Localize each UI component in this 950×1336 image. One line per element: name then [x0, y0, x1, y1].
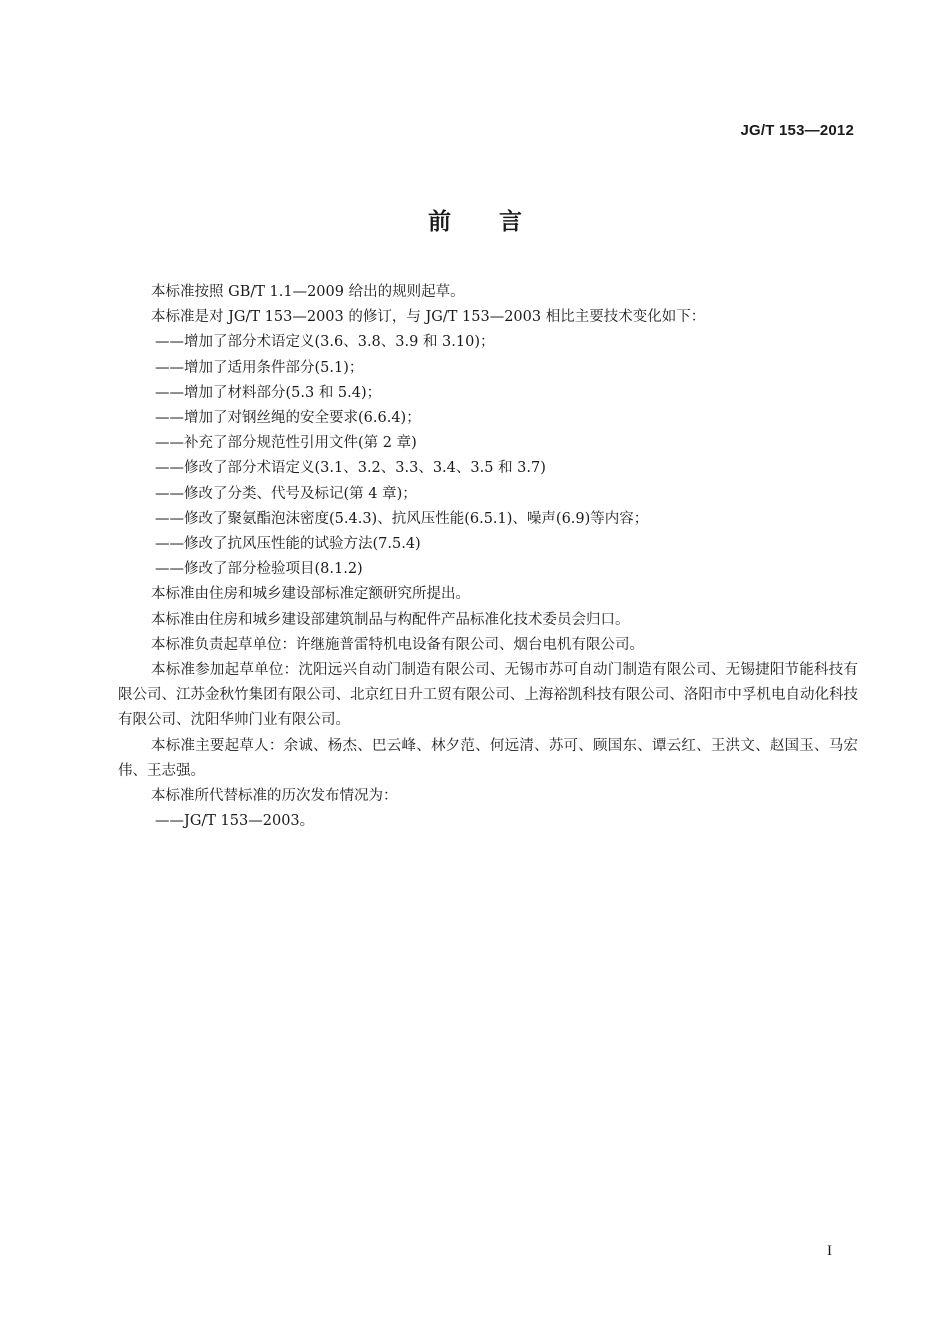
change-item: ——修改了分类、代号及标记(第 4 章)； [155, 485, 417, 502]
intro-drafting-rules: 本标准按照 GB/T 1.1—2009 给出的规则起草。 [151, 284, 465, 300]
page-number: I [827, 1243, 832, 1259]
managed-by-statement: 本标准由住房和城乡建设部建筑制品与构配件产品标准化技术委员会归口。 [151, 611, 630, 628]
change-item: ——修改了抗风压性能的试验方法(7.5.4) [155, 536, 421, 553]
history-item: ——JG/T 153—2003。 [155, 813, 315, 830]
participating-drafters-statement: 本标准参加起草单位：沈阳远兴自动门制造有限公司、无锡市苏可自动门制造有限公司、无锡捷阳节能科技有限公司、江苏金秋竹集团有限公司、北京红日升工贸有限公司、上海裕凯科技有限公司、洛阳市中孚机电自动化科技有限公司、沈阳华帅门业有限公司。 [118, 662, 858, 729]
proposed-by-statement: 本标准由住房和城乡建设部标准定额研究所提出。 [151, 586, 470, 603]
change-item: ——增加了适用条件部分(5.1)； [155, 359, 364, 376]
change-item: ——增加了对钢丝绳的安全要求(6.6.4)； [155, 410, 421, 427]
foreword-body [118, 280, 858, 834]
lead-drafters-statement: 本标准负责起草单位：许继施普雷特机电设备有限公司、烟台电机有限公司。 [151, 636, 644, 653]
intro-revision-statement: 本标准是对 JG/T 153—2003 的修订，与 JG/T 153—2003 相比主要技术变化如下： [151, 309, 706, 326]
change-item: ——修改了聚氨酯泡沫密度(5.4.3)、抗风压性能(6.5.1)、噪声(6.9)等内容； [155, 510, 649, 527]
page-title: 前言 [428, 209, 570, 235]
standard-code: JG/T 153—2012 [740, 122, 854, 139]
change-item: ——增加了部分术语定义(3.6、3.8、3.9 和 3.10)； [155, 334, 495, 351]
main-drafters-statement: 本标准主要起草人：余诚、杨杰、巴云峰、林夕范、何远清、苏可、顾国东、谭云红、王洪文、赵国玉、马宏伟、王志强。 [118, 737, 858, 779]
change-item: ——补充了部分规范性引用文件(第 2 章) [155, 435, 417, 452]
change-item: ——增加了材料部分(5.3 和 5.4)； [155, 384, 382, 401]
change-item: ——修改了部分术语定义(3.1、3.2、3.3、3.4、3.5 和 3.7) [155, 460, 546, 477]
history-intro: 本标准所代替标准的历次发布情况为： [151, 788, 398, 805]
change-item: ——修改了部分检验项目(8.1.2) [155, 561, 363, 578]
